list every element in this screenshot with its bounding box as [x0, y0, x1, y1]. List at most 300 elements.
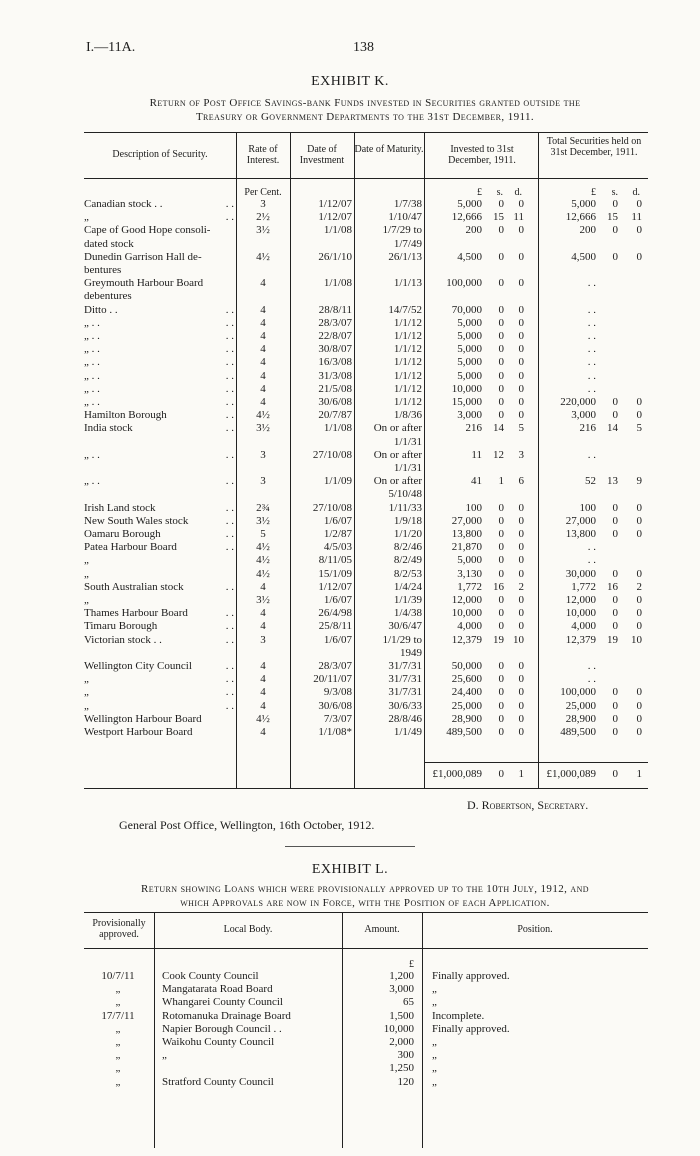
total-securities-pounds: £1,000,089	[546, 768, 596, 780]
k-row-total-pounds: . .	[587, 554, 596, 567]
k-row-total-shillings: 0	[612, 396, 618, 408]
k-row-rate: 4	[260, 303, 266, 316]
col-date-investment: Date of Investment	[299, 144, 345, 166]
k-row-investment-date: 15/1/09	[318, 567, 352, 580]
k-row-leader-dots: . .	[225, 409, 234, 422]
k-row-total-pence: 0	[636, 726, 642, 738]
page-ref: I.—11A.	[86, 40, 136, 55]
k-row-desc: „	[84, 554, 89, 567]
k-row-investment-date: 4/5/03	[323, 541, 352, 554]
k-row-total-shillings: 0	[612, 699, 618, 712]
k-row-invested-shillings: 16	[493, 580, 504, 593]
k-row-desc: Wellington Harbour Board	[84, 712, 202, 725]
exhibit-k-return-line2: Treasury or Government Departments to the 31st December, 1911.	[195, 111, 535, 123]
l-row-local-body: Cook County Council	[162, 970, 259, 982]
k-row-desc: Ditto . .	[84, 303, 118, 316]
k-row-rate: 4	[260, 343, 266, 356]
k-row-maturity-date: 8/2/53	[393, 567, 422, 580]
k-row-desc: Oamaru Borough	[84, 528, 161, 540]
k-row-rate: 4	[260, 396, 266, 408]
k-row-desc: „ . .	[84, 475, 100, 488]
k-row-desc: Dunedin Garrison Hall de-	[84, 250, 202, 263]
k-row-leader-dots: . .	[225, 198, 234, 210]
k-row-total-pounds: 10,000	[565, 607, 596, 620]
k-row-invested-pounds: 3,130	[457, 567, 482, 580]
k-row-total-shillings: 0	[612, 250, 618, 263]
l-row-local-body: Whangarei County Council	[162, 996, 283, 1009]
k-row-invested-pounds: 5,000	[457, 330, 482, 342]
exhibit-k-table	[84, 132, 648, 792]
k-row-leader-dots: . .	[225, 475, 234, 488]
place-date: General Post Office, Wellington, 16th October, 1912.	[119, 818, 375, 832]
k-row-leader-dots: . .	[225, 448, 234, 461]
k-row-invested-pence: 0	[518, 250, 524, 263]
l-row-local-body: Napier Borough Council . .	[162, 1022, 282, 1035]
k-row-invested-pounds: 3,000	[457, 409, 482, 422]
k-row-total-pounds: 3,000	[571, 409, 596, 422]
k-row-total-shillings: 0	[612, 198, 618, 210]
k-row-maturity-date: 1/4/38	[393, 607, 422, 620]
k-row-rate: 4	[260, 686, 266, 699]
k-row-invested-shillings: 0	[498, 567, 504, 580]
k-row-invested-pounds: 5,000	[457, 198, 482, 210]
k-row-total-pence: 0	[636, 198, 642, 210]
k-row-maturity-date: 1/7/29 to	[382, 224, 422, 237]
k-row-desc: „ . .	[84, 316, 100, 329]
inv-shilling-sign: s.	[496, 187, 503, 198]
k-row-invested-shillings: 0	[498, 330, 504, 342]
k-row-investment-date: 27/10/08	[312, 448, 352, 461]
inv-pound-sign: £	[477, 187, 482, 198]
l-row-position: „	[432, 983, 437, 996]
k-row-desc: Westport Harbour Board	[84, 726, 193, 738]
l-row-amount: 10,000	[383, 1022, 414, 1035]
k-row-total-pounds: . .	[587, 330, 596, 342]
k-row-invested-pence: 0	[518, 726, 524, 738]
k-row-invested-shillings: 0	[498, 396, 504, 408]
k-row-rate: 4	[260, 660, 266, 672]
k-row-maturity-date: 1/1/31	[393, 435, 422, 448]
k-row-invested-pounds: 5,000	[457, 369, 482, 382]
k-row-total-shillings: 0	[612, 501, 618, 514]
k-row-total-shillings: 16	[607, 580, 618, 593]
k-row-total-pounds: 100,000	[560, 686, 596, 699]
k-row-leader-dots: . .	[225, 422, 234, 435]
k-row-investment-date: 27/10/08	[312, 501, 352, 514]
k-row-invested-pounds: 27,000	[451, 514, 482, 527]
k-row-invested-pounds: 1,772	[457, 580, 482, 593]
k-row-invested-shillings: 0	[498, 726, 504, 738]
l-row-approval-date: „	[115, 1075, 121, 1088]
k-row-rate: 4	[260, 277, 266, 290]
exhibit-k-return-line1: Return of Post Office Savings-bank Funds invested in Securities granted outside the	[149, 97, 581, 109]
k-row-invested-shillings: 0	[498, 224, 504, 237]
k-row-desc: „	[84, 673, 89, 686]
section-divider	[285, 846, 415, 847]
k-row-desc: „	[84, 567, 89, 580]
k-row-desc: „ . .	[84, 356, 100, 369]
k-row-total-pence: 5	[636, 422, 642, 435]
k-row-total-pounds: 200	[579, 224, 596, 237]
k-row-rate: 3½	[256, 514, 270, 527]
k-row-rate: 4	[260, 356, 266, 369]
k-row-invested-shillings: 0	[498, 382, 504, 395]
k-row-total-shillings: 0	[612, 567, 618, 580]
k-row-invested-pence: 3	[518, 448, 524, 461]
k-row-invested-pence: 0	[518, 620, 524, 633]
k-row-leader-dots: . .	[225, 369, 234, 382]
l-row-position: „	[432, 1036, 437, 1048]
k-row-invested-pounds: 21,870	[451, 541, 482, 554]
k-row-invested-shillings: 0	[498, 712, 504, 725]
col-provisionally-approved: Provisionally approved.	[92, 918, 146, 940]
k-row-total-shillings: 0	[612, 726, 618, 738]
k-row-maturity-date: 1/1/31	[393, 462, 422, 474]
k-row-leader-dots: . .	[225, 699, 234, 712]
k-row-invested-shillings: 0	[498, 607, 504, 620]
k-row-invested-pounds: 41	[471, 475, 482, 488]
k-row-total-pence: 10	[631, 633, 642, 646]
col-amount: Amount.	[364, 924, 400, 935]
k-row-investment-date: 9/3/08	[323, 686, 352, 699]
k-row-rate: 3½	[256, 422, 270, 435]
k-row-total-pounds: . .	[587, 316, 596, 329]
k-row-desc: dated stock	[84, 237, 134, 250]
k-row-investment-date: 1/1/08	[323, 277, 352, 290]
l-row-amount: 120	[397, 1075, 414, 1088]
l-row-approval-date: „	[115, 1062, 121, 1075]
k-row-maturity-date: 1/1/20	[393, 528, 422, 540]
exhibit-k-title: EXHIBIT K.	[311, 74, 389, 89]
k-row-invested-pounds: 10,000	[451, 382, 482, 395]
k-row-total-pence: 0	[636, 620, 642, 633]
k-row-maturity-date: 1/1/12	[393, 396, 422, 408]
k-row-investment-date: 1/1/08	[323, 224, 352, 237]
k-row-total-pence: 11	[631, 211, 642, 224]
k-row-total-pence: 2	[636, 580, 642, 593]
k-row-total-pounds: 25,000	[565, 699, 596, 712]
k-row-investment-date: 1/2/87	[323, 528, 352, 540]
k-row-total-pounds: . .	[587, 303, 596, 316]
k-row-invested-shillings: 0	[498, 620, 504, 633]
l-row-local-body: Rotomanuka Drainage Board	[162, 1009, 291, 1022]
k-row-invested-pounds: 4,000	[457, 620, 482, 633]
k-row-invested-pounds: 12,666	[451, 211, 482, 224]
tot-pound-sign: £	[591, 187, 596, 198]
k-row-maturity-date: 8/2/49	[393, 554, 422, 567]
k-row-total-pounds: . .	[587, 343, 596, 356]
inv-pence-sign: d.	[514, 187, 522, 198]
col-position: Position.	[517, 924, 553, 935]
k-row-rate: 4	[260, 726, 266, 738]
k-row-total-pounds: . .	[587, 356, 596, 369]
k-row-leader-dots: . .	[225, 686, 234, 699]
k-row-maturity-date: 26/1/13	[388, 250, 422, 263]
l-row-amount: 1,200	[389, 970, 414, 982]
k-row-invested-shillings: 0	[498, 686, 504, 699]
k-row-invested-pounds: 216	[465, 422, 482, 435]
k-row-maturity-date: 1/1/29 to	[382, 633, 422, 646]
k-row-rate: 3	[260, 448, 266, 461]
k-row-rate: 2½	[256, 211, 270, 224]
k-row-maturity-date: On or after	[373, 475, 422, 488]
k-row-maturity-date: 30/6/47	[388, 620, 422, 633]
l-row-amount: 1,250	[389, 1062, 414, 1075]
exhibit-l-return-line1: Return showing Loans which were provisionally approved up to the 10th July, 1912, and	[141, 883, 589, 895]
k-row-total-shillings: 0	[612, 594, 618, 606]
k-row-desc: „ . .	[84, 369, 100, 382]
k-row-investment-date: 1/1/08	[323, 422, 352, 435]
k-row-desc: „ . .	[84, 448, 100, 461]
k-row-total-pence: 0	[636, 699, 642, 712]
k-row-rate: 4	[260, 620, 266, 633]
k-row-total-pounds: 4,000	[571, 620, 596, 633]
k-row-maturity-date: 1/1/12	[393, 343, 422, 356]
k-row-invested-pence: 10	[513, 633, 524, 646]
k-row-investment-date: 1/6/07	[323, 633, 352, 646]
k-row-invested-pounds: 12,379	[451, 633, 482, 646]
k-row-invested-pence: 0	[518, 712, 524, 725]
k-row-maturity-date: 1/4/24	[393, 580, 422, 593]
k-row-desc: „	[84, 686, 89, 699]
k-row-total-shillings: 0	[612, 514, 618, 527]
k-row-investment-date: 22/8/07	[318, 330, 352, 342]
k-row-invested-pounds: 489,500	[446, 726, 482, 738]
k-row-leader-dots: . .	[225, 343, 234, 356]
k-row-invested-shillings: 0	[498, 303, 504, 316]
k-row-leader-dots: . .	[225, 660, 234, 672]
k-row-maturity-date: On or after	[373, 448, 422, 461]
k-row-desc: Hamilton Borough	[84, 409, 167, 422]
k-row-total-pounds: . .	[587, 369, 596, 382]
page-number: 138	[353, 40, 374, 55]
k-row-total-pence: 0	[636, 396, 642, 408]
exhibit-l-title: EXHIBIT L.	[311, 862, 389, 877]
k-row-investment-date: 26/4/98	[318, 607, 352, 620]
k-row-desc: South Australian stock	[84, 580, 184, 593]
k-row-total-pounds: . .	[587, 382, 596, 395]
k-row-desc: Irish Land stock	[84, 501, 156, 514]
k-row-invested-shillings: 0	[498, 277, 504, 290]
l-row-position: Finally approved.	[432, 1022, 510, 1035]
amount-pound-sign: £	[409, 959, 414, 970]
k-row-invested-shillings: 0	[498, 594, 504, 606]
total-securities-shillings: 0	[612, 768, 618, 780]
k-row-investment-date: 1/1/08*	[318, 726, 352, 738]
k-row-total-shillings: 0	[612, 712, 618, 725]
k-row-rate: 4	[260, 699, 266, 712]
k-row-maturity-date: 1/10/47	[388, 211, 422, 224]
k-row-leader-dots: . .	[225, 633, 234, 646]
l-row-position: Incomplete.	[432, 1009, 485, 1022]
k-row-total-shillings: 0	[612, 224, 618, 237]
l-row-approval-date: „	[115, 1049, 121, 1062]
k-row-invested-pounds: 5,000	[457, 343, 482, 356]
k-row-invested-pounds: 24,400	[451, 686, 482, 699]
l-row-local-body: Mangatarata Road Board	[162, 983, 273, 996]
k-row-maturity-date: 1/8/36	[393, 409, 422, 422]
k-row-investment-date: 28/3/07	[318, 316, 352, 329]
k-row-total-shillings: 15	[607, 211, 618, 224]
col-invested: Invested to 31st December, 1911.	[448, 144, 516, 166]
k-row-total-pounds: 220,000	[560, 396, 596, 408]
l-row-position: „	[432, 1062, 437, 1075]
total-securities-pence: 1	[636, 768, 642, 780]
secretary-signature: D. Robertson, Secretary.	[467, 798, 589, 812]
k-row-invested-shillings: 0	[498, 541, 504, 554]
k-row-rate: 3	[260, 198, 266, 210]
k-row-investment-date: 16/3/08	[318, 356, 352, 369]
k-row-desc: Timaru Borough	[84, 620, 158, 633]
l-row-position: „	[432, 996, 437, 1009]
k-row-maturity-date: 1/1/12	[393, 369, 422, 382]
k-row-total-pounds: . .	[587, 448, 596, 461]
k-row-invested-pence: 0	[518, 409, 524, 422]
k-row-desc: New South Wales stock	[84, 514, 189, 527]
k-row-total-pounds: . .	[587, 673, 596, 686]
col-date-maturity: Date of Maturity.	[354, 144, 424, 155]
k-row-invested-shillings: 0	[498, 660, 504, 672]
k-row-rate: 4½	[256, 554, 270, 567]
k-row-invested-pence: 0	[518, 303, 524, 316]
l-row-approval-date: „	[115, 1036, 121, 1048]
k-row-invested-shillings: 15	[493, 211, 504, 224]
k-row-invested-pence: 11	[513, 211, 524, 224]
k-row-total-shillings: 0	[612, 686, 618, 699]
k-row-maturity-date: 1/7/49	[393, 237, 422, 250]
k-row-rate: 3½	[256, 224, 270, 237]
k-row-total-pounds: 28,900	[565, 712, 596, 725]
k-row-investment-date: 20/7/87	[318, 409, 352, 422]
k-row-total-pounds: . .	[587, 541, 596, 554]
k-row-leader-dots: . .	[225, 211, 234, 224]
k-row-invested-pence: 2	[518, 580, 524, 593]
k-row-maturity-date: 28/8/46	[388, 712, 422, 725]
k-row-invested-pence: 5	[518, 422, 524, 435]
k-row-invested-pounds: 28,900	[451, 712, 482, 725]
k-row-total-pence: 0	[636, 594, 642, 606]
k-row-rate: 4	[260, 382, 266, 395]
k-row-maturity-date: 30/6/33	[388, 699, 422, 712]
k-row-total-pence: 0	[636, 712, 642, 725]
k-row-total-pounds: 489,500	[560, 726, 596, 738]
k-row-invested-pence: 0	[518, 554, 524, 567]
k-row-investment-date: 20/11/07	[313, 673, 352, 686]
k-row-invested-pence: 0	[518, 673, 524, 686]
k-row-desc: „	[84, 594, 89, 606]
k-row-maturity-date: 1/1/49	[393, 726, 422, 738]
k-row-invested-pence: 0	[518, 382, 524, 395]
k-row-invested-pence: 0	[518, 343, 524, 356]
l-row-local-body: Stratford County Council	[162, 1075, 274, 1088]
k-row-desc: bentures	[84, 264, 122, 276]
k-row-invested-pounds: 200	[465, 224, 482, 237]
k-row-total-pounds: 12,666	[565, 211, 596, 224]
k-row-maturity-date: 1949	[400, 646, 422, 659]
k-row-investment-date: 30/8/07	[318, 343, 352, 356]
k-row-leader-dots: . .	[225, 580, 234, 593]
k-row-invested-pence: 0	[518, 594, 524, 606]
k-row-rate: 5	[260, 528, 266, 540]
k-row-invested-pounds: 100,000	[446, 277, 482, 290]
k-row-invested-shillings: 0	[498, 514, 504, 527]
k-row-invested-pounds: 70,000	[451, 303, 482, 316]
k-row-total-shillings: 14	[607, 422, 618, 435]
k-row-total-pounds: 12,379	[565, 633, 596, 646]
k-row-maturity-date: 1/7/38	[393, 198, 422, 210]
k-row-total-shillings: 0	[612, 620, 618, 633]
k-row-rate: 4	[260, 369, 266, 382]
k-row-invested-shillings: 1	[498, 475, 504, 488]
l-row-position: „	[432, 1075, 437, 1088]
l-row-local-body: Waikohu County Council	[162, 1036, 275, 1048]
k-row-invested-pence: 0	[518, 356, 524, 369]
k-row-rate: 4	[260, 316, 266, 329]
k-row-invested-shillings: 0	[498, 316, 504, 329]
l-row-position: „	[432, 1049, 437, 1062]
k-row-invested-pence: 0	[518, 514, 524, 527]
k-row-invested-pounds: 13,800	[451, 528, 482, 540]
k-row-leader-dots: . .	[225, 501, 234, 514]
k-row-rate: 4½	[256, 409, 270, 422]
k-row-rate: 4	[260, 580, 266, 593]
k-row-leader-dots: . .	[225, 303, 234, 316]
k-row-total-shillings: 13	[607, 475, 618, 488]
k-row-desc: „ . .	[84, 382, 100, 395]
exhibit-l-table	[84, 912, 648, 1152]
k-row-rate: 4½	[256, 712, 270, 725]
k-row-maturity-date: 1/9/18	[393, 514, 422, 527]
k-row-maturity-date: 1/1/39	[393, 594, 422, 606]
k-row-leader-dots: . .	[225, 620, 234, 633]
k-row-desc: debentures	[84, 290, 132, 303]
k-row-desc: India stock	[84, 422, 133, 435]
k-row-maturity-date: 1/1/12	[393, 316, 422, 329]
k-row-invested-pence: 6	[518, 475, 524, 488]
k-row-leader-dots: . .	[225, 528, 234, 540]
k-row-maturity-date: 1/1/12	[393, 356, 422, 369]
k-row-total-pence: 0	[636, 607, 642, 620]
k-row-investment-date: 26/1/10	[318, 250, 352, 263]
k-row-desc: Cape of Good Hope consoli-	[84, 224, 211, 237]
k-row-total-pounds: 30,000	[565, 567, 596, 580]
k-row-maturity-date: 1/1/12	[393, 382, 422, 395]
k-row-desc: „ . .	[84, 343, 100, 356]
k-row-invested-pence: 0	[518, 369, 524, 382]
k-row-invested-pounds: 5,000	[457, 554, 482, 567]
k-row-investment-date: 1/1/09	[323, 475, 352, 488]
k-row-desc: Victorian stock . .	[84, 633, 162, 646]
k-row-investment-date: 1/12/07	[318, 211, 352, 224]
k-row-investment-date: 25/8/11	[318, 620, 352, 633]
k-row-rate: 2¾	[256, 501, 270, 514]
k-row-total-pounds: 12,000	[565, 594, 596, 606]
k-row-rate: 3	[260, 475, 266, 488]
per-cent-label: Per Cent.	[244, 187, 282, 198]
k-row-maturity-date: 31/7/31	[388, 660, 422, 672]
l-row-approval-date: „	[115, 1022, 121, 1035]
k-row-desc: „	[84, 211, 89, 224]
k-row-invested-shillings: 0	[498, 356, 504, 369]
l-row-approval-date: „	[115, 996, 121, 1009]
k-row-total-pence: 0	[636, 250, 642, 263]
k-row-maturity-date: 14/7/52	[388, 303, 422, 316]
k-row-maturity-date: 1/11/33	[388, 501, 422, 514]
k-row-invested-pounds: 15,000	[451, 396, 482, 408]
k-row-total-pounds: 52	[585, 475, 596, 488]
k-row-invested-pence: 0	[518, 198, 524, 210]
k-row-total-pence: 0	[636, 567, 642, 580]
